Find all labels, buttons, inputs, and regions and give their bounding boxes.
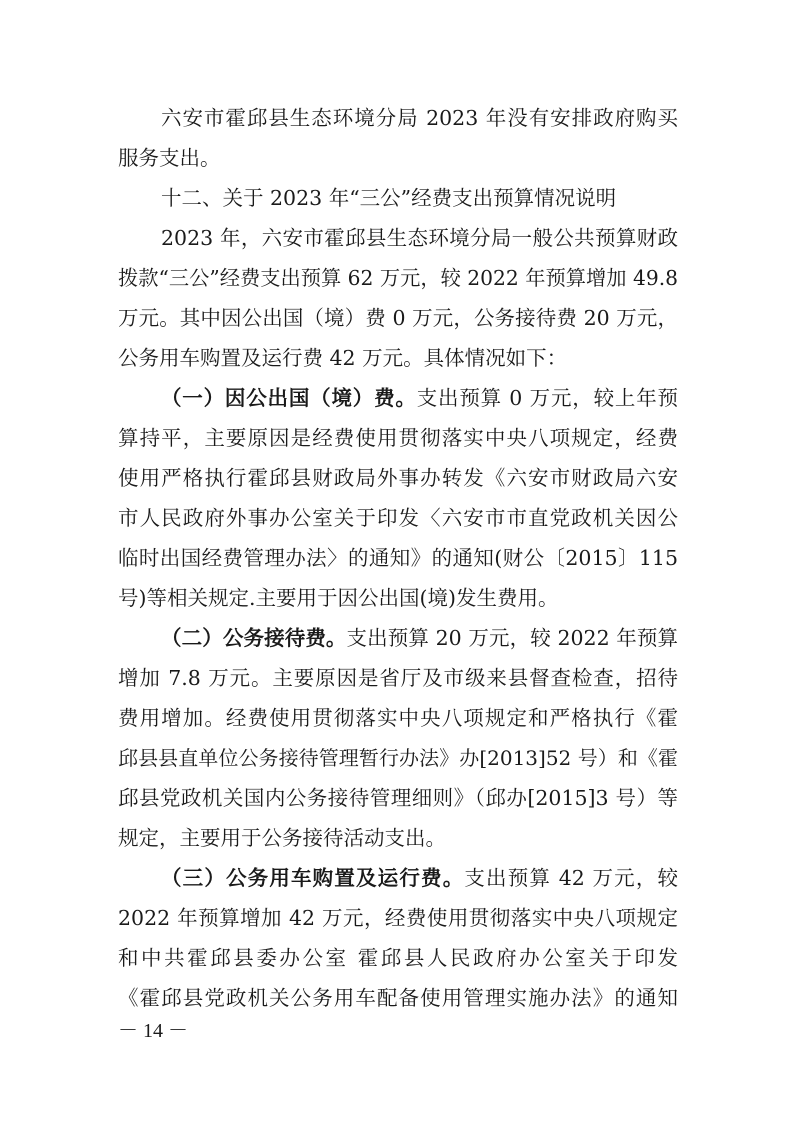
subsection-text: 支出预算 42 万元，较 — [464, 866, 678, 890]
paragraph-line: 市人民政府外事办公室关于印发〈六安市市直党政机关因公 — [118, 506, 678, 530]
paragraph-line: 增加 7.8 万元。主要原因是省厅及市级来县督查检查，招待 — [118, 666, 678, 690]
paragraph-line: 邱县县直单位公务接待管理暂行办法》办[2013]52 号）和《霍 — [118, 746, 678, 770]
paragraph-line: 2023 年，六安市霍邱县生态环境分局一般公共预算财政 — [161, 226, 678, 250]
paragraph-line: 规定，主要用于公务接待活动支出。 — [118, 826, 446, 850]
subsection-line — [161, 623, 678, 653]
paragraph-line: 2022 年预算增加 42 万元，经费使用贯彻落实中央八项规定 — [118, 906, 678, 930]
paragraph-line: 六安市霍邱县生态环境分局 2023 年没有安排政府购买 — [161, 106, 678, 130]
subsection-text: 支出预算 0 万元，较上年预 — [416, 386, 678, 410]
subsection-title: （一）因公出国（境）费。 — [161, 386, 417, 410]
paragraph-line: 服务支出。 — [118, 146, 221, 170]
page-number: － 14 － — [118, 1020, 188, 1042]
subsection-title: （二）公务接待费。 — [161, 626, 347, 650]
paragraph-line: 号)等相关规定.主要用于因公出国(境)发生费用。 — [118, 586, 559, 610]
paragraph-line: 临时出国经费管理办法〉的通知》的通知(财公〔2015〕115 — [118, 546, 678, 570]
subsection-title: （三）公务用车购置及运行费。 — [161, 866, 465, 890]
paragraph-line: 邱县党政机关国内公务接待管理细则》（邱办[2015]3 号）等 — [118, 786, 678, 810]
paragraph-line: 公务用车购置及运行费 42 万元。具体情况如下： — [118, 346, 568, 370]
paragraph-line: 拨款“三公”经费支出预算 62 万元，较 2022 年预算增加 49.8 — [118, 266, 678, 290]
subsection-line — [161, 383, 678, 413]
subsection-line — [161, 863, 678, 893]
paragraph-line: 《霍邱县党政机关公务用车配备使用管理实施办法》的通知 — [118, 986, 678, 1010]
paragraph-line: 万元。其中因公出国（境）费 0 万元，公务接待费 20 万元， — [118, 306, 678, 330]
paragraph-line: 算持平，主要原因是经费使用贯彻落实中央八项规定，经费 — [118, 426, 678, 450]
section-heading: 十二、关于 2023 年“三公”经费支出预算情况说明 — [161, 186, 617, 210]
paragraph-line: 和中共霍邱县委办公室 霍邱县人民政府办公室关于印发 — [118, 946, 678, 970]
paragraph-line: 费用增加。经费使用贯彻落实中央八项规定和严格执行《霍 — [118, 706, 678, 730]
paragraph-line: 使用严格执行霍邱县财政局外事办转发《六安市财政局六安 — [118, 466, 678, 490]
subsection-text: 支出预算 20 万元，较 2022 年预算 — [346, 626, 678, 650]
